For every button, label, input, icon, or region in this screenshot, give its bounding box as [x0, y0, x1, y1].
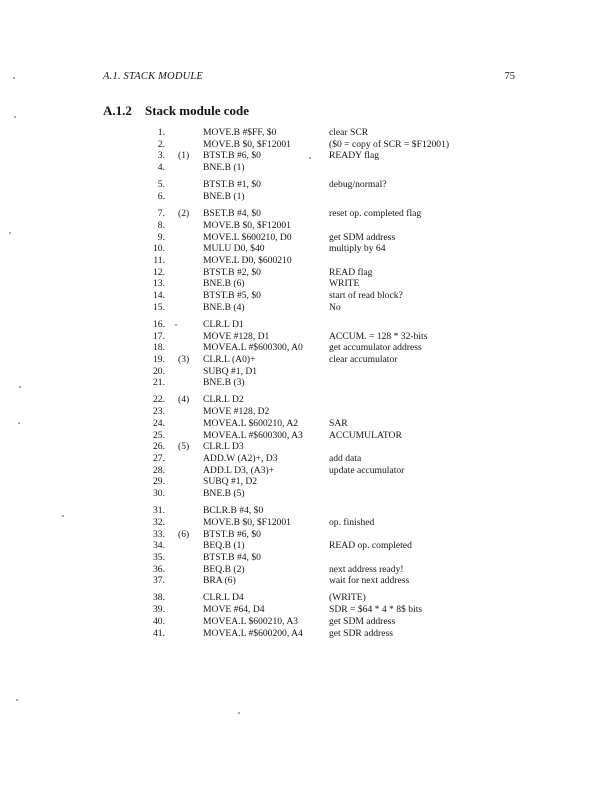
code-line	[0, 394, 612, 406]
instruction: BTST.B #2, $0	[203, 266, 261, 278]
code-comment: update accumulator	[329, 464, 405, 476]
instruction: BEQ.B (1)	[203, 540, 245, 552]
code-line	[0, 604, 612, 616]
code-line	[0, 564, 612, 576]
code-line	[0, 162, 612, 174]
section-title: Stack module code	[145, 103, 249, 118]
instruction: MOVE.L D0, $600210	[203, 254, 292, 266]
line-number: 10.	[153, 243, 165, 255]
code-line	[0, 575, 612, 587]
line-number: 4.	[157, 162, 165, 174]
scan-speck	[62, 515, 64, 517]
instruction: BNE.B (1)	[203, 162, 245, 174]
line-number: 13.	[153, 278, 165, 290]
code-line	[0, 150, 612, 162]
line-number: 36.	[153, 563, 165, 575]
line-number: 27.	[153, 452, 165, 464]
line-number: 30.	[153, 487, 165, 499]
code-line	[0, 243, 612, 255]
code-comment: (WRITE)	[329, 592, 366, 604]
code-line	[0, 441, 612, 453]
code-line	[0, 465, 612, 477]
code-comment: READY flag	[329, 150, 380, 162]
code-line	[0, 517, 612, 529]
line-number: 23.	[153, 406, 165, 418]
line-number: 37.	[153, 575, 165, 587]
code-comment: clear accumulator	[329, 353, 398, 365]
line-number: 1.	[157, 127, 165, 138]
code-line	[0, 208, 612, 220]
line-number: 29.	[153, 476, 165, 488]
instruction: CLR.L (A0)+	[203, 353, 256, 365]
scan-speck	[309, 157, 311, 159]
line-number: 41.	[153, 627, 165, 639]
instruction: BNE.B (4)	[203, 301, 245, 313]
code-line	[0, 191, 612, 203]
instruction: BNE.B (3)	[203, 377, 245, 389]
code-line	[0, 366, 612, 378]
code-line	[0, 529, 612, 541]
instruction: MOVEA.L $600210, A2	[203, 417, 299, 429]
code-line	[0, 278, 612, 290]
code-line	[0, 505, 612, 517]
line-number: 35.	[153, 551, 165, 563]
scan-speck	[14, 116, 16, 118]
instruction: MOVE.B #$FF, $0	[203, 127, 277, 138]
branch-label: (4)	[178, 394, 190, 406]
line-number: 24.	[153, 417, 165, 429]
instruction: BSET.B #4, $0	[203, 208, 261, 220]
code-line	[0, 628, 612, 640]
instruction: BEQ.B (2)	[203, 563, 245, 575]
code-comment: ACCUMULATOR	[329, 429, 402, 441]
scan-speck	[19, 386, 21, 388]
line-number: 22.	[153, 394, 165, 406]
scan-speck	[18, 422, 20, 424]
section-heading	[103, 103, 249, 119]
running-header	[103, 71, 515, 82]
code-line	[0, 179, 612, 191]
code-comment: start of read block?	[329, 289, 403, 301]
instruction: MOVEA.L $600210, A3	[203, 615, 299, 627]
instruction: MOVEA.L #$600300, A0	[203, 342, 303, 354]
line-number: 34.	[153, 540, 165, 552]
line-number: 16.	[153, 318, 165, 330]
code-comment: WRITE	[329, 278, 360, 290]
line-number: 21.	[153, 377, 165, 389]
code-line	[0, 430, 612, 442]
running-title: A.1. STACK MODULE	[103, 71, 204, 82]
instruction: ADD.L D3, (A3)+	[203, 464, 275, 476]
scan-speck	[175, 324, 177, 326]
instruction: MOVE.L $600210, D0	[203, 231, 292, 243]
scan-speck	[9, 232, 11, 234]
code-line	[0, 127, 612, 139]
line-number: 28.	[153, 464, 165, 476]
instruction: BNE.B (6)	[203, 278, 245, 290]
instruction: BTST.B #6, $0	[203, 528, 261, 540]
line-number: 6.	[157, 190, 165, 202]
instruction: ADD.W (A2)+, D3	[203, 452, 278, 464]
code-line	[0, 232, 612, 244]
code-line	[0, 453, 612, 465]
code-comment: No	[329, 301, 341, 313]
line-number: 7.	[157, 208, 165, 220]
line-number: 11.	[153, 254, 165, 266]
line-number: 5.	[157, 179, 165, 191]
code-comment: multiply by 64	[329, 243, 386, 255]
instruction: SUBQ #1, D2	[203, 476, 258, 488]
line-number: 40.	[153, 615, 165, 627]
code-comment: ($0 = copy of SCR = $F12001)	[329, 138, 450, 150]
code-line	[0, 302, 612, 314]
instruction: MOVEA.L #$600300, A3	[203, 429, 303, 441]
code-comment: get SDM address	[329, 231, 396, 243]
section-number: A.1.2	[103, 103, 132, 118]
code-line	[0, 290, 612, 302]
code-line	[0, 488, 612, 500]
branch-label: (5)	[178, 441, 190, 453]
code-listing	[0, 127, 612, 639]
code-comment: get SDR address	[329, 627, 393, 639]
line-number: 15.	[153, 301, 165, 313]
line-number: 25.	[153, 429, 165, 441]
code-line	[0, 616, 612, 628]
instruction: CLR.L D4	[203, 592, 244, 604]
line-number: 8.	[157, 219, 165, 231]
code-comment: op. finished	[329, 516, 375, 528]
code-comment: debug/normal?	[329, 179, 387, 191]
instruction: BTST.B #5, $0	[203, 289, 261, 301]
line-number: 32.	[153, 516, 165, 528]
line-number: 33.	[153, 528, 165, 540]
instruction: CLR.L D1	[203, 318, 244, 330]
code-line	[0, 220, 612, 232]
code-comment: clear SCR	[329, 127, 369, 138]
code-comment: READ op. completed	[329, 540, 412, 552]
scan-speck	[16, 699, 18, 701]
line-number: 18.	[153, 342, 165, 354]
instruction: MOVE.B $0, $F12001	[203, 138, 291, 150]
code-comment: wait for next address	[329, 575, 410, 587]
code-line	[0, 592, 612, 604]
code-line	[0, 255, 612, 267]
instruction: SUBQ #1, D1	[203, 365, 258, 377]
line-number: 38.	[153, 592, 165, 604]
code-line	[0, 342, 612, 354]
instruction: MOVE #128, D1	[203, 330, 270, 342]
code-comment: SDR = $64 * 4 * 8$ bits	[329, 604, 423, 616]
code-comment: ACCUM. = 128 * 32-bits	[329, 330, 428, 342]
line-number: 3.	[157, 150, 165, 162]
instruction: BNE.B (1)	[203, 190, 245, 202]
instruction: BNE.B (5)	[203, 487, 245, 499]
line-number: 17.	[153, 330, 165, 342]
code-line	[0, 552, 612, 564]
code-line	[0, 406, 612, 418]
code-comment: get SDM address	[329, 615, 396, 627]
line-number: 19.	[153, 353, 165, 365]
instruction: BTST.B #4, $0	[203, 551, 261, 563]
instruction: BRA (6)	[203, 575, 236, 587]
instruction: MOVEA.L #$600200, A4	[203, 627, 303, 639]
instruction: MOVE.B $0, $F12001	[203, 219, 291, 231]
instruction: MOVE.B $0, $F12001	[203, 516, 291, 528]
instruction: CLR.L D3	[203, 441, 244, 453]
code-line	[0, 418, 612, 430]
instruction: BCLR.B #4, $0	[203, 505, 264, 517]
scan-speck	[238, 712, 240, 714]
code-comment: get accumulator address	[329, 342, 422, 354]
code-comment: add data	[329, 452, 362, 464]
instruction: MULU D0, $40	[203, 243, 265, 255]
code-comment: READ flag	[329, 266, 373, 278]
instruction: CLR.L D2	[203, 394, 244, 406]
code-line	[0, 476, 612, 488]
code-line	[0, 540, 612, 552]
code-comment: reset op. completed flag	[329, 208, 422, 220]
branch-label: (1)	[178, 150, 190, 162]
page-number: 75	[504, 71, 515, 82]
branch-label: (3)	[178, 353, 190, 365]
instruction: BTST.B #1, $0	[203, 179, 261, 191]
instruction: BTST.B #6, $0	[203, 150, 261, 162]
line-number: 26.	[153, 441, 165, 453]
line-number: 9.	[157, 231, 165, 243]
line-number: 31.	[153, 505, 165, 517]
instruction: MOVE #128, D2	[203, 406, 270, 418]
line-number: 2.	[157, 138, 165, 150]
line-number: 14.	[153, 289, 165, 301]
code-line	[0, 354, 612, 366]
branch-label: (2)	[178, 208, 190, 220]
branch-label: (6)	[178, 528, 190, 540]
code-comment: SAR	[329, 417, 348, 429]
code-line	[0, 331, 612, 343]
line-number: 39.	[153, 604, 165, 616]
scan-speck	[13, 77, 15, 79]
instruction: MOVE #64, D4	[203, 604, 265, 616]
code-line	[0, 139, 612, 151]
code-comment: next address ready!	[329, 563, 404, 575]
line-number: 20.	[153, 365, 165, 377]
code-line	[0, 319, 612, 331]
line-number: 12.	[153, 266, 165, 278]
code-line	[0, 267, 612, 279]
code-line	[0, 377, 612, 389]
